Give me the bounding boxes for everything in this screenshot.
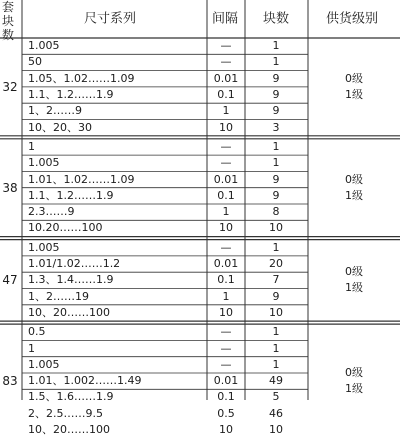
size-series-cell: 10、20……100	[28, 305, 110, 319]
interval-cell: —	[220, 139, 232, 153]
block-count-cell: 10	[269, 305, 283, 319]
size-series-cell: 1、2……9	[28, 104, 82, 118]
block-count-cell: 9	[272, 71, 280, 85]
interval-cell: 10	[219, 221, 233, 235]
supply-grade-cell	[345, 264, 363, 296]
interval-cell: —	[220, 55, 232, 69]
size-series-cell: 1.01、1.002……1.49	[28, 374, 142, 388]
group-set-count: 32	[2, 79, 18, 94]
header-interval: 间隔	[211, 11, 239, 27]
block-count-cell: 1	[272, 55, 280, 69]
size-series-cell: 1.05、1.02……1.09	[28, 71, 135, 85]
group-set-count: 38	[2, 180, 18, 195]
interval-cell: 0.1	[217, 88, 235, 102]
interval-cell: —	[220, 357, 232, 371]
size-series-cell: 1.01、1.02……1.09	[28, 172, 135, 186]
size-series-cell: 1.5、1.6……1.9	[28, 390, 114, 404]
supply-grade-cell	[345, 172, 363, 204]
block-count-cell: 46	[269, 406, 283, 420]
header-supply-grade: 供货级别	[325, 11, 379, 27]
size-series-cell: 10、20……100	[28, 423, 110, 436]
block-count-cell: 5	[272, 390, 280, 404]
interval-cell: 0.01	[213, 172, 239, 186]
interval-cell: 0.1	[217, 273, 235, 287]
interval-cell: 0.01	[213, 257, 239, 271]
block-count-cell: 1	[272, 240, 280, 254]
size-series-cell: 1.3、1.4……1.9	[28, 273, 114, 287]
supply-grade-cell	[345, 365, 363, 397]
size-series-cell: 2.3……9	[28, 205, 75, 219]
interval-cell: 1	[222, 104, 230, 118]
interval-cell: —	[220, 39, 232, 53]
size-series-cell: 1.005	[28, 240, 60, 254]
group-set-count: 83	[2, 374, 18, 389]
block-count-cell: 10	[269, 423, 283, 436]
interval-cell: 0.5	[217, 406, 235, 420]
interval-cell: 10	[219, 423, 233, 436]
size-series-cell: 1	[28, 341, 35, 355]
supply-grade-value: 0级	[345, 172, 363, 186]
size-series-cell: 1	[28, 139, 35, 153]
supply-grade-value: 0级	[345, 366, 363, 380]
size-series-cell: 1.1、1.2……1.9	[28, 88, 114, 102]
size-series-cell: 10.20……100	[28, 221, 103, 235]
interval-cell: —	[220, 341, 232, 355]
size-series-cell: 1.005	[28, 357, 60, 371]
header-set-count	[0, 0, 16, 42]
supply-grade-value: 1级	[345, 281, 363, 295]
block-count-cell: 7	[272, 273, 280, 287]
size-series-cell: 1、2……19	[28, 289, 89, 303]
size-series-cell: 0.5	[28, 325, 46, 339]
supply-grade-value: 0级	[345, 265, 363, 279]
block-count-cell: 9	[272, 88, 280, 102]
interval-cell: —	[220, 156, 232, 170]
interval-cell: —	[220, 240, 232, 254]
interval-cell: 0.1	[217, 188, 235, 202]
size-series-cell: 1.005	[28, 39, 60, 53]
interval-cell: 10	[219, 120, 233, 134]
supply-grade-cell	[345, 71, 363, 103]
block-count-cell: 20	[269, 257, 283, 271]
group-set-count: 47	[2, 273, 18, 288]
supply-grade-value: 1级	[345, 87, 363, 101]
size-series-cell: 1.01/1.02……1.2	[28, 257, 121, 271]
size-series-cell: 2、2.5……9.5	[28, 406, 103, 420]
interval-cell: —	[220, 325, 232, 339]
block-count-cell: 49	[269, 374, 283, 388]
interval-cell: 10	[219, 305, 233, 319]
interval-cell: 1	[222, 289, 230, 303]
header-set-char: 套	[1, 0, 14, 14]
block-count-cell: 9	[272, 289, 280, 303]
header-set-char: 数	[1, 28, 14, 42]
block-count-cell: 10	[269, 221, 283, 235]
supply-grade-value: 1级	[345, 188, 363, 202]
interval-cell: 0.1	[217, 390, 235, 404]
header-set-char: 块	[1, 14, 14, 28]
block-count-cell: 1	[272, 357, 280, 371]
size-series-cell: 1.1、1.2……1.9	[28, 188, 114, 202]
supply-grade-value: 1级	[345, 382, 363, 396]
interval-cell: 0.01	[213, 71, 239, 85]
header-block-count: 块数	[262, 11, 290, 27]
block-count-cell: 9	[272, 188, 280, 202]
block-count-cell: 1	[272, 156, 280, 170]
block-count-cell: 9	[272, 172, 280, 186]
block-count-cell: 1	[272, 341, 280, 355]
size-series-cell: 1.005	[28, 156, 60, 170]
supply-grade-value: 0级	[345, 71, 363, 85]
block-count-cell: 1	[272, 39, 280, 53]
block-count-cell: 1	[272, 139, 280, 153]
header-size-series: 尺寸系列	[83, 11, 137, 27]
block-count-cell: 9	[272, 104, 280, 118]
block-count-cell: 1	[272, 325, 280, 339]
block-count-cell: 8	[272, 205, 280, 219]
block-count-cell: 3	[272, 120, 280, 134]
interval-cell: 0.01	[213, 374, 239, 388]
interval-cell: 1	[222, 205, 230, 219]
size-series-cell: 50	[28, 55, 42, 69]
size-series-cell: 10、20、30	[28, 120, 92, 134]
